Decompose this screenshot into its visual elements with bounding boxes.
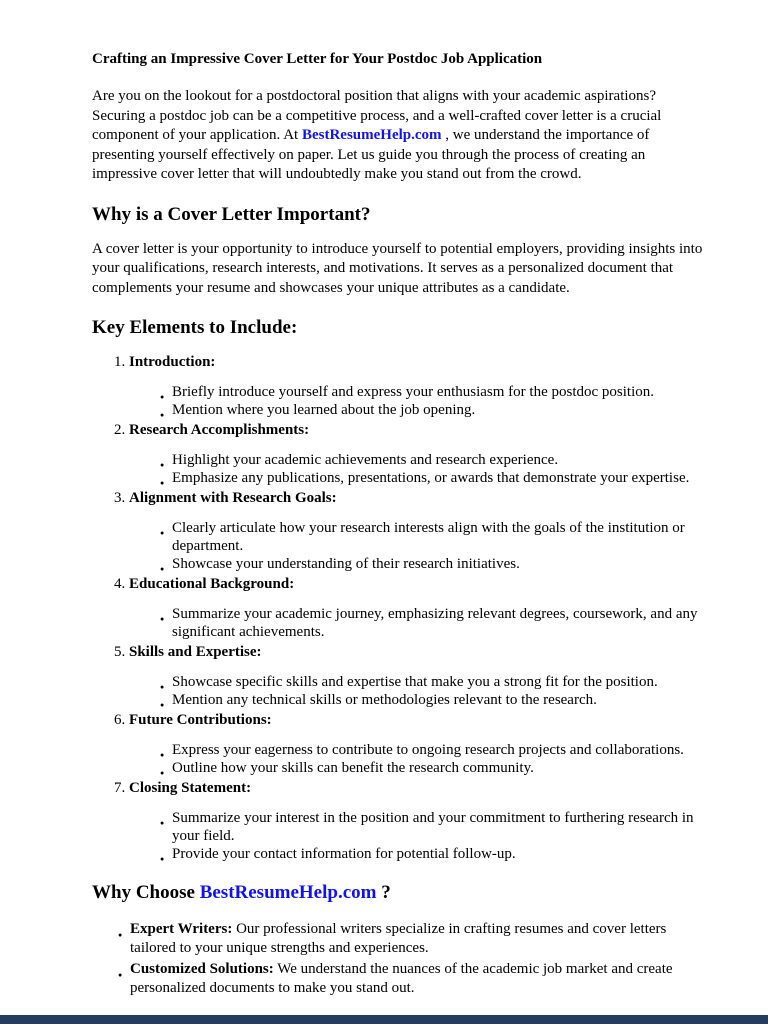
why-choose-item-expert-writers [118,920,710,958]
sub-bullet: ● Emphasize any publications, presentations, or awards that demonstrate your expertise. [160,469,710,487]
sub-bullet-list [160,809,710,863]
sub-bullet: ● Mention where you learned about the job opening. [160,401,710,419]
list-item-educational-background [129,575,710,641]
why-choose-item-label: Customized Solutions: [130,961,274,977]
list-item-label: Educational Background: [129,576,295,592]
heading-key-elements: Key Elements to Include: [92,317,298,338]
why-choose-item-customized-solutions [118,960,710,998]
sub-bullet: ● Briefly introduce yourself and express your enthusiasm for the postdoc position. [160,383,710,401]
sub-bullet: ● Summarize your interest in the position and your commitment to furthering research in your field. [160,809,710,845]
sub-bullet: ● Provide your contact information for potential follow-up. [160,845,710,863]
bestresumehelp-link[interactable]: BestResumeHelp.com [199,882,377,903]
sub-bullet-list [160,741,710,777]
intro-text-before-link: Are you on the lookout for a postdoctoral position that aligns with your academic aspirations? Securing a postdoc job can be a competitive process, and a well-crafted cover letter is a crucial component of your application. At [92,88,662,143]
sub-bullet: ● Highlight your academic achievements and research experience. [160,451,710,469]
list-item-label: Skills and Expertise: [129,644,262,660]
sub-bullet: ● Showcase specific skills and expertise that make you a strong fit for the position. [160,673,710,691]
intro-text-after-link: , we understand the importance of presenting yourself effectively on paper. Let us guide you through the process of creating an impressive cover letter that will undoubtedly make you stand out from the crowd. [92,127,650,182]
key-elements-list [92,353,710,863]
heading-why-choose [92,881,710,904]
why-important-paragraph: A cover letter is your opportunity to introduce yourself to potential employers, providing insights into your qualifications, research interests, and motivations. It serves as a personalized document that complements your resume and showcases your unique attributes as a candidate. [92,240,703,296]
list-item-alignment-research-goals [129,489,710,573]
list-item-label: Research Accomplishments: [129,422,310,438]
sub-bullet-list [160,383,710,419]
sub-bullet-list [160,519,710,573]
why-choose-item-label: Expert Writers: [130,921,233,937]
why-choose-text-before-link: Why Choose [92,882,200,903]
list-item-future-contributions [129,711,710,777]
sub-bullet: ● Summarize your academic journey, emphasizing relevant degrees, coursework, and any significant achievements. [160,605,710,641]
sub-bullet: ● Clearly articulate how your research interests align with the goals of the institution or department. [160,519,710,555]
sub-bullet: ● Mention any technical skills or methodologies relevant to the research. [160,691,710,709]
sub-bullet: ● Outline how your skills can benefit the research community. [160,759,710,777]
next-page-edge [0,1015,768,1024]
why-choose-item-text: Our professional writers specialize in crafting resumes and cover letters tailored to your unique strengths and experiences. [130,921,667,956]
document-title: Crafting an Impressive Cover Letter for Your Postdoc Job Application [92,51,543,67]
list-item-research-accomplishments [129,421,710,487]
why-choose-list [118,920,710,998]
why-choose-item-text: We understand the nuances of the academic job market and create personalized documents to make you stand out. [130,961,673,996]
sub-bullet-list [160,605,710,641]
why-choose-text-after-link: ? [376,882,391,903]
intro-paragraph [92,87,710,185]
bestresumehelp-link[interactable]: BestResumeHelp.com [301,127,442,143]
list-item-introduction [129,353,710,419]
list-item-closing-statement [129,779,710,863]
list-item-label: Closing Statement: [129,780,252,796]
sub-bullet: ● Showcase your understanding of their research initiatives. [160,555,710,573]
sub-bullet-list [160,451,710,487]
list-item-skills-expertise [129,643,710,709]
heading-why-important: Why is a Cover Letter Important? [92,203,371,225]
list-item-label: Introduction: [129,354,216,370]
sub-bullet-list [160,673,710,709]
sub-bullet: ● Express your eagerness to contribute to ongoing research projects and collaborations. [160,741,710,759]
list-item-label: Alignment with Research Goals: [129,490,337,506]
list-item-label: Future Contributions: [129,712,272,728]
